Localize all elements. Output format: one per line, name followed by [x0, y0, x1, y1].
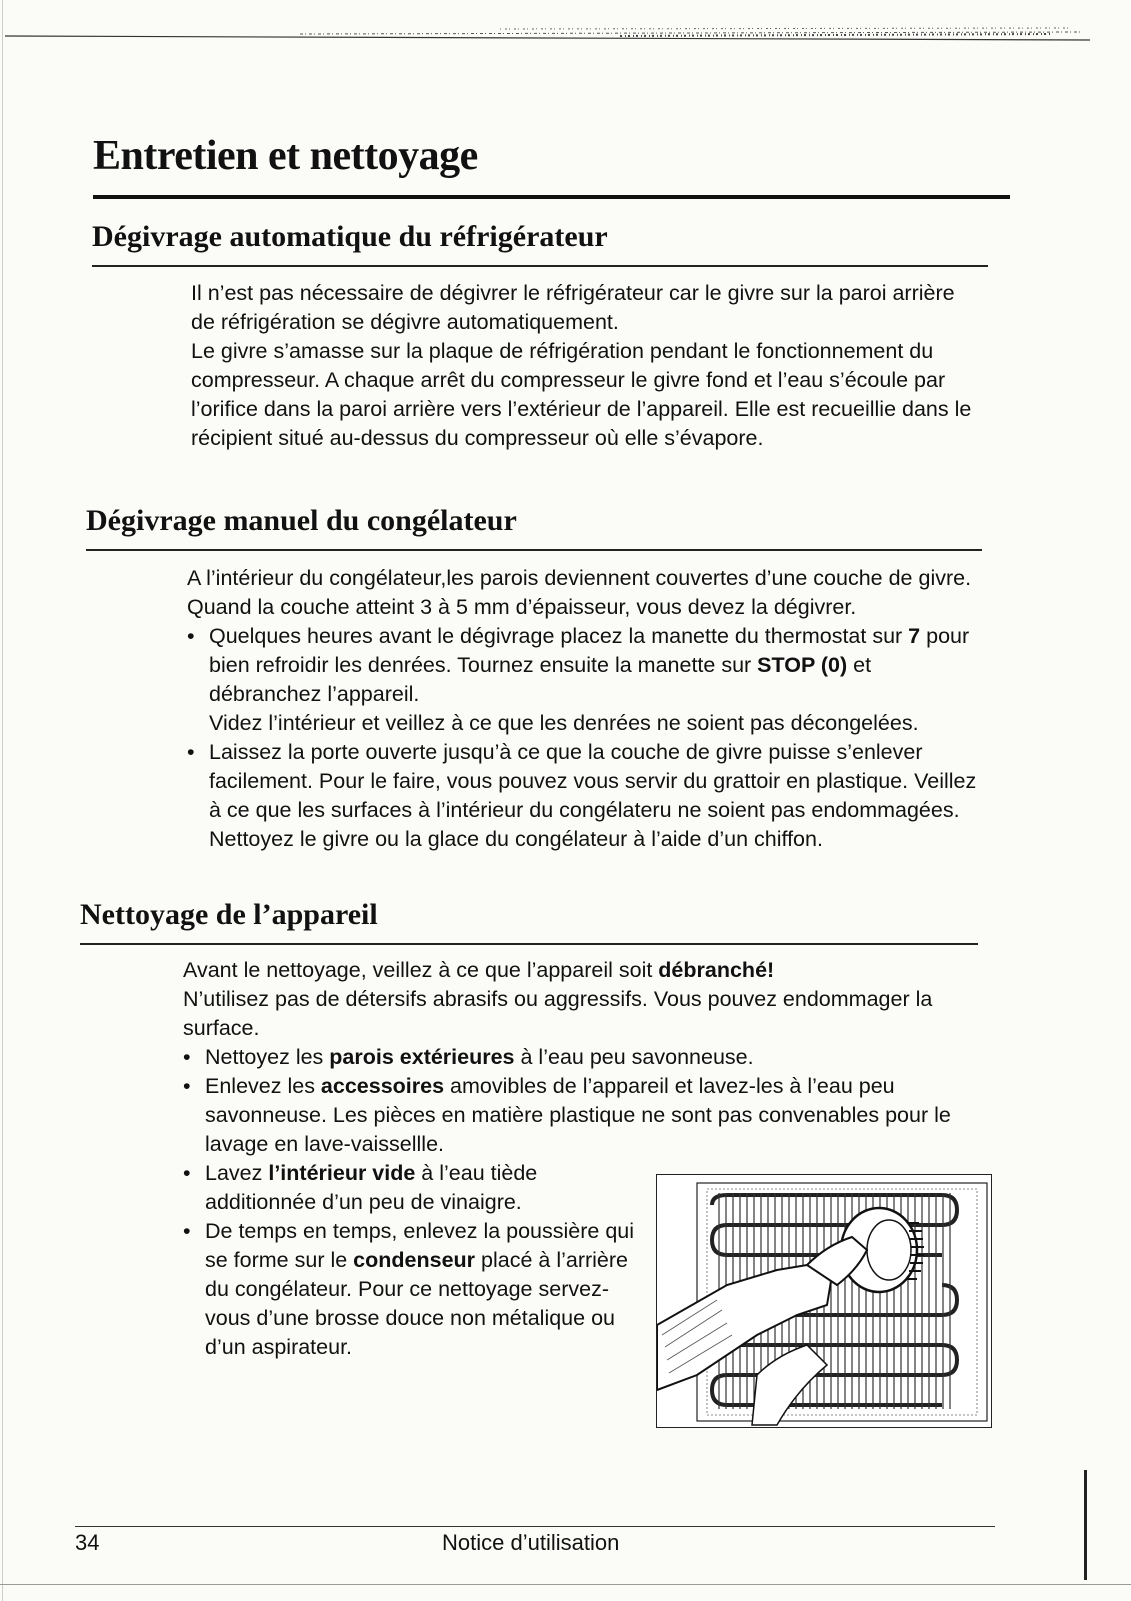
bullet-list: [187, 622, 987, 854]
list-item: • Nettoyez les parois extérieures à l’eau peu savonneuse.: [183, 1043, 983, 1072]
section-heading-auto-defrost: Dégivrage automatique du réfrigérateur: [92, 220, 608, 253]
list-item: • Enlevez les accessoires amovibles de l’appareil et lavez-les à l’eau peu savonneuse. Les pièces en matière plastique ne sont pas convenables pour le lavage en lave-vaissellle.: [183, 1072, 983, 1159]
paragraph: N’utilisez pas de détersifs abrasifs ou aggressifs. Vous pouvez endommager la surface.: [183, 987, 933, 1040]
list-item-continuation: Videz l’intérieur et veillez à ce que les denrées ne soient pas décongelées.: [209, 711, 919, 735]
list-item: • Laissez la porte ouverte jusqu’à ce que la couche de givre puisse s’enlever facilement. Pour le faire, vous pouvez vous servir du grattoir en plastique. Veillez à ce que les surfaces à l’intérieur du congélateru ne soient pas endommagées.: [187, 738, 987, 825]
section-rule: [92, 265, 988, 267]
section-heading-cleaning: Nettoyage de l’appareil: [80, 898, 378, 931]
scan-artifact-top: [0, 20, 1095, 42]
list-item: • De temps en temps, enlevez la poussière qui se forme sur le condenseur placé à l’arrière du congélateur. Pour ce nettoyage servez-vous d’une brosse douce non métalique ou d’un aspirateur.: [183, 1217, 645, 1362]
title-rule: [93, 195, 1010, 199]
footer-title: Notice d’utilisation: [442, 1530, 620, 1555]
paragraph: Le givre s’amasse sur la plaque de réfrigération pendant le fonctionnement du compresseur. A chaque arrêt du compresseur le givre fond et l’eau s’écoule par l’orifice dans la paroi arrière vers l’extérieur de l’appareil. Elle est recueillie dans le récipient situé au-dessus du compresseur où elle s’évapore.: [191, 339, 972, 450]
page-number: 34: [75, 1530, 100, 1555]
footer-rule: [75, 1526, 995, 1527]
list-item: • Quelques heures avant le dégivrage placez la manette du thermostat sur 7 pour bien refroidir les denrées. Tournez ensuite la manette sur STOP (0) et débranchez l’appareil.: [187, 622, 987, 709]
page-title: Entretien et nettoyage: [93, 133, 478, 179]
paragraph: Avant le nettoyage, veillez à ce que l’appareil soit débranché!: [183, 958, 775, 982]
list-item-continuation: Nettoyez le givre ou la glace du congélateur à l’aide d’un chiffon.: [209, 827, 823, 851]
section-rule: [80, 943, 978, 945]
paragraph: Il n’est pas nécessaire de dégivrer le réfrigérateur car le givre sur la paroi arrière de réfrigération se dégivre automatiquement.: [191, 281, 955, 334]
section-heading-manual-defrost: Dégivrage manuel du congélateur: [86, 504, 517, 537]
condenser-brush-illustration: [656, 1174, 992, 1428]
section-body-auto-defrost: [191, 279, 981, 453]
scan-edge-bottom: [0, 1584, 1131, 1585]
scan-edge-left: [2, 0, 3, 1601]
scan-edge-right: [1084, 1470, 1087, 1580]
section-rule: [86, 549, 982, 551]
list-item: • Lavez l’intérieur vide à l’eau tiède additionnée d’un peu de vinaigre.: [183, 1159, 645, 1217]
section-body-manual-defrost: [187, 564, 987, 854]
paragraph: A l’intérieur du congélateur,les parois deviennent couvertes d’une couche de givre. Quand la couche atteint 3 à 5 mm d’épaisseur, vous devez la dégivrer.: [187, 566, 972, 619]
condenser-brush-icon: [657, 1175, 991, 1427]
